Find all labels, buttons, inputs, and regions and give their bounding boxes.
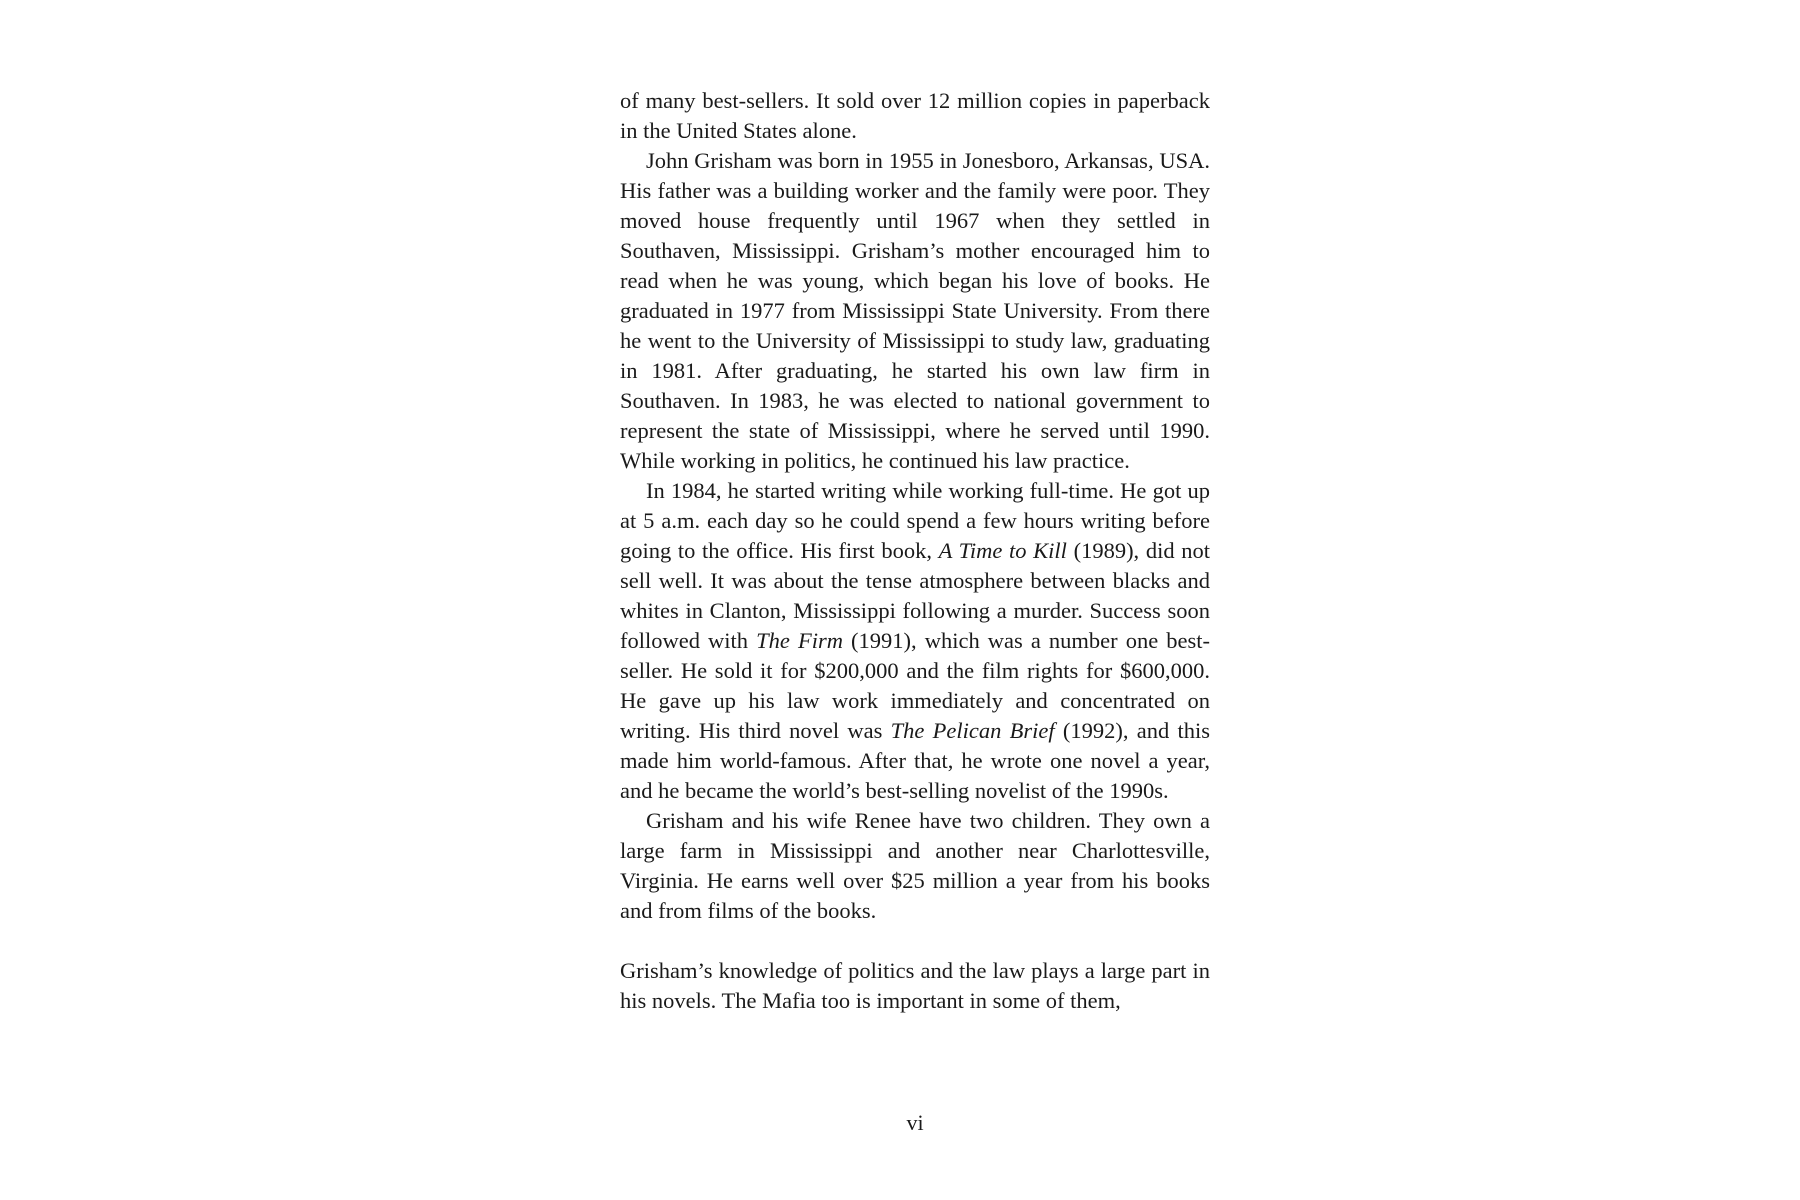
paragraph-family <box>620 806 1210 926</box>
page-number: vi <box>906 1110 924 1135</box>
paragraph-text: Grisham and his wife Renee have two children. They own a large farm in Mississippi and another near Charlottesville, Virginia. He earns well over $25 million a year from his books and from films of the books. <box>620 808 1210 923</box>
book-title-the-pelican-brief: The Pelican Brief <box>890 718 1055 743</box>
paragraph-text: John Grisham was born in 1955 in Jonesboro, Arkansas, USA. His father was a building worker and the family were poor. They moved house frequently until 1967 when they settled in Southaven, Mississippi. Grisham’s mother encouraged him to read when he was young, which began his love of books. He graduated in 1977 from Mississippi State University. From there he went to the University of Mississippi to study law, graduating in 1981. After graduating, he started his own law firm in Southaven. In 1983, he was elected to national government to represent the state of Mississippi, where he served until 1990. While working in politics, he continued his law practice. <box>620 148 1210 473</box>
paragraph-text: (1992), and this made him world-famous. After that, he wrote one novel a year, and he became the world’s best-selling novelist of the 1990s. <box>620 718 1210 803</box>
paragraph-text: of many best-sellers. It sold over 12 million copies in paperback in the United States alone. <box>620 88 1210 143</box>
book-page-body <box>620 86 1210 1016</box>
paragraph-text: (1989), did not sell well. It was about the tense atmosphere between blacks and whites in Clanton, Mississippi following a murder. Success soon followed with <box>620 538 1210 653</box>
paragraph-novels-themes <box>620 956 1210 1016</box>
paragraph-text: (1991), which was a number one best-seller. He sold it for $200,000 and the film rights for $600,000. He gave up his law work immediately and concentrated on writing. His third novel was <box>620 628 1211 743</box>
book-title-a-time-to-kill: A Time to Kill <box>938 538 1067 563</box>
paragraph-continuation <box>620 86 1210 146</box>
book-title-the-firm: The Firm <box>756 628 843 653</box>
paragraph-text: Grisham’s knowledge of politics and the law plays a large part in his novels. The Mafia too is important in some of them, <box>620 958 1210 1013</box>
paragraph-writing-career <box>620 476 1210 806</box>
paragraph-early-life <box>620 146 1210 476</box>
paragraph-text: In 1984, he started writing while working full-time. He got up at 5 a.m. each day so he could spend a few hours writing before going to the office. His first book, <box>620 478 1210 563</box>
